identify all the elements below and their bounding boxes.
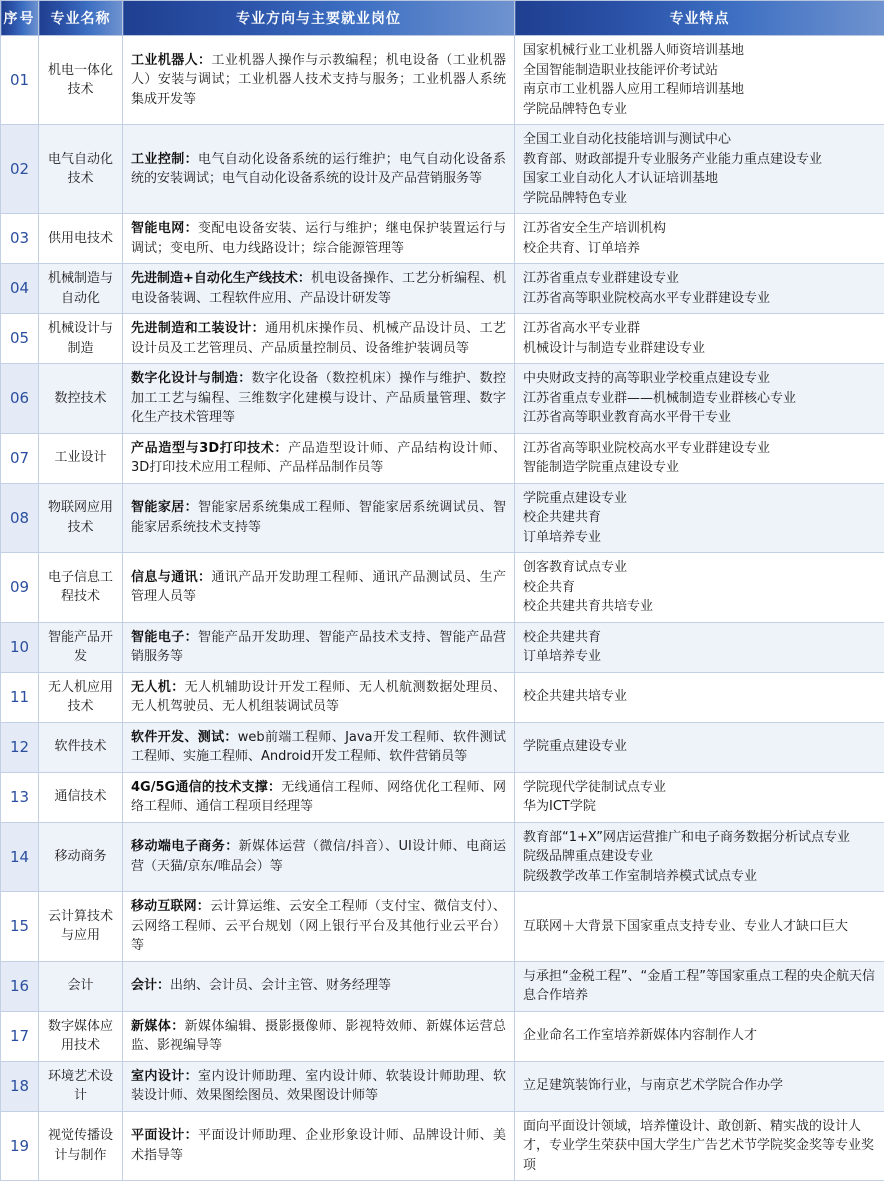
cell-serial-number: 06 xyxy=(1,364,39,434)
feature-line: 全国智能制造职业技能评价考试站 xyxy=(523,61,876,81)
cell-features xyxy=(515,36,884,125)
direction-detail: 出纳、会计员、会计主管、财务经理等 xyxy=(170,978,391,993)
feature-line: 江苏省安全生产培训机构 xyxy=(523,219,876,239)
feature-line: 校企共建共育共培专业 xyxy=(523,597,876,617)
feature-line: 江苏省高水平专业群 xyxy=(523,319,876,339)
table-row xyxy=(1,36,884,125)
table-header-row xyxy=(1,1,884,36)
feature-line: 订单培养专业 xyxy=(523,528,876,548)
table-row xyxy=(1,961,884,1011)
direction-detail: 无线通信工程师、网络优化工程师、网络工程师、通信工程项目经理等 xyxy=(131,780,506,815)
direction-lead: 先进制造+自动化生产线技术： xyxy=(131,271,311,286)
feature-line: 江苏省高等职业院校高水平专业群建设专业 xyxy=(523,289,876,309)
direction-lead: 移动互联网： xyxy=(131,899,210,914)
table-row xyxy=(1,622,884,672)
feature-line: 校企共建共育 xyxy=(523,628,876,648)
direction-detail: 工业机器人操作与示教编程；机电设备（工业机器人）安装与调试；工业机器人技术支持与服务；工业机器人系统集成开发等 xyxy=(131,53,506,107)
cell-features xyxy=(515,214,884,264)
direction-detail: 数字化设备（数控机床）操作与维护、数控加工工艺与编程、三维数字化建模与设计、产品质量管理、数字化生产技术管理等 xyxy=(131,371,506,425)
cell-features xyxy=(515,364,884,434)
feature-line: 学院重点建设专业 xyxy=(523,489,876,509)
cell-direction xyxy=(123,433,515,483)
table-row xyxy=(1,1011,884,1061)
feature-line: 面向平面设计领域，培养懂设计、敢创新、精实战的设计人才，专业学生荣获中国大学生广告艺术节学院奖金奖等专业奖项 xyxy=(523,1117,876,1176)
table-row xyxy=(1,722,884,772)
table-row xyxy=(1,672,884,722)
header-no: 序号 xyxy=(1,1,39,36)
cell-serial-number: 07 xyxy=(1,433,39,483)
cell-features xyxy=(515,822,884,892)
direction-detail: 无人机辅助设计开发工程师、无人机航测数据处理员、无人机驾驶员、无人机组装调试员等 xyxy=(131,680,506,715)
cell-serial-number: 18 xyxy=(1,1061,39,1111)
cell-direction xyxy=(123,36,515,125)
table-row xyxy=(1,892,884,962)
cell-serial-number: 02 xyxy=(1,125,39,214)
feature-line: 创客教育试点专业 xyxy=(523,558,876,578)
cell-features xyxy=(515,961,884,1011)
direction-detail: 机电设备操作、工艺分析编程、机电设备装调、工程软件应用、产品设计研发等 xyxy=(131,271,506,306)
cell-major-name: 机电一体化技术 xyxy=(39,36,123,125)
cell-direction xyxy=(123,483,515,553)
cell-direction xyxy=(123,892,515,962)
direction-detail: web前端工程师、Java开发工程师、软件测试工程师、实施工程师、Android开发工程师、软件营销员等 xyxy=(131,730,506,765)
feature-line: 学院现代学徒制试点专业 xyxy=(523,778,876,798)
direction-detail: 通用机床操作员、机械产品设计员、工艺设计员及工艺管理员、产品质量控制员、设备维护装调员等 xyxy=(131,321,506,356)
cell-features xyxy=(515,1011,884,1061)
feature-line: 中央财政支持的高等职业学校重点建设专业 xyxy=(523,369,876,389)
cell-major-name: 通信技术 xyxy=(39,772,123,822)
feature-line: 国家机械行业工业机器人师资培训基地 xyxy=(523,41,876,61)
direction-lead: 4G/5G通信的技术支撑： xyxy=(131,780,281,795)
cell-features xyxy=(515,722,884,772)
table-row xyxy=(1,314,884,364)
direction-lead: 会计： xyxy=(131,978,170,993)
table-row xyxy=(1,822,884,892)
direction-lead: 工业控制： xyxy=(131,152,198,167)
cell-features xyxy=(515,1111,884,1181)
cell-serial-number: 04 xyxy=(1,264,39,314)
header-direction: 专业方向与主要就业岗位 xyxy=(123,1,515,36)
feature-line: 订单培养专业 xyxy=(523,647,876,667)
feature-line: 学院重点建设专业 xyxy=(523,737,876,757)
cell-direction xyxy=(123,622,515,672)
feature-line: 智能制造学院重点建设专业 xyxy=(523,458,876,478)
feature-line: 校企共育、订单培养 xyxy=(523,239,876,259)
direction-detail: 室内设计师助理、室内设计师、软装设计师助理、软装设计师、效果图绘图员、效果图设计师等 xyxy=(131,1069,506,1104)
feature-line: 教育部、财政部提升专业服务产业能力重点建设专业 xyxy=(523,150,876,170)
feature-line: 学院品牌特色专业 xyxy=(523,100,876,120)
direction-lead: 智能电网： xyxy=(131,221,198,236)
cell-major-name: 物联网应用技术 xyxy=(39,483,123,553)
direction-detail: 变配电设备安装、运行与维护；继电保护装置运行与调试；变电所、电力线路设计；综合能源管理等 xyxy=(131,221,506,256)
direction-lead: 产品造型与3D打印技术： xyxy=(131,441,288,456)
direction-detail: 智能家居系统集成工程师、智能家居系统调试员、智能家居系统技术支持等 xyxy=(131,500,506,535)
direction-detail: 电气自动化设备系统的运行维护；电气自动化设备系统的安装调试；电气自动化设备系统的设计及产品营销服务等 xyxy=(131,152,506,187)
direction-detail: 平面设计师助理、企业形象设计师、品牌设计师、美术指导等 xyxy=(131,1128,506,1163)
cell-serial-number: 13 xyxy=(1,772,39,822)
cell-serial-number: 17 xyxy=(1,1011,39,1061)
cell-serial-number: 12 xyxy=(1,722,39,772)
feature-line: 华为ICT学院 xyxy=(523,797,876,817)
feature-line: 江苏省高等职业院校高水平专业群建设专业 xyxy=(523,439,876,459)
cell-major-name: 机械设计与制造 xyxy=(39,314,123,364)
cell-major-name: 工业设计 xyxy=(39,433,123,483)
cell-major-name: 视觉传播设计与制作 xyxy=(39,1111,123,1181)
cell-serial-number: 14 xyxy=(1,822,39,892)
cell-major-name: 智能产品开发 xyxy=(39,622,123,672)
feature-line: 学院品牌特色专业 xyxy=(523,189,876,209)
cell-features xyxy=(515,314,884,364)
cell-direction xyxy=(123,364,515,434)
cell-features xyxy=(515,1061,884,1111)
feature-line: 校企共育 xyxy=(523,578,876,598)
cell-serial-number: 08 xyxy=(1,483,39,553)
cell-direction xyxy=(123,553,515,623)
feature-line: 互联网＋大背景下国家重点支持专业、专业人才缺口巨大 xyxy=(523,917,876,937)
cell-major-name: 供用电技术 xyxy=(39,214,123,264)
cell-features xyxy=(515,483,884,553)
feature-line: 江苏省重点专业群——机械制造专业群核心专业 xyxy=(523,389,876,409)
feature-line: 机械设计与制造专业群建设专业 xyxy=(523,339,876,359)
table-row xyxy=(1,264,884,314)
feature-line: 立足建筑装饰行业，与南京艺术学院合作办学 xyxy=(523,1076,876,1096)
direction-lead: 新媒体： xyxy=(131,1019,185,1034)
cell-features xyxy=(515,553,884,623)
cell-major-name: 机械制造与自动化 xyxy=(39,264,123,314)
feature-line: 与承担“金税工程”、“金盾工程”等国家重点工程的央企航天信息合作培养 xyxy=(523,967,876,1006)
direction-lead: 信息与通讯： xyxy=(131,570,211,585)
feature-line: 院级教学改革工作室制培养模式试点专业 xyxy=(523,867,876,887)
cell-major-name: 软件技术 xyxy=(39,722,123,772)
direction-lead: 软件开发、测试： xyxy=(131,730,238,745)
feature-line: 江苏省重点专业群建设专业 xyxy=(523,269,876,289)
cell-serial-number: 16 xyxy=(1,961,39,1011)
cell-serial-number: 05 xyxy=(1,314,39,364)
cell-features xyxy=(515,125,884,214)
cell-features xyxy=(515,672,884,722)
cell-major-name: 会计 xyxy=(39,961,123,1011)
cell-direction xyxy=(123,1011,515,1061)
table-row xyxy=(1,433,884,483)
direction-detail: 新媒体编辑、摄影摄像师、影视特效师、新媒体运营总监、影视编导等 xyxy=(131,1019,506,1054)
cell-serial-number: 01 xyxy=(1,36,39,125)
cell-serial-number: 19 xyxy=(1,1111,39,1181)
direction-lead: 移动端电子商务： xyxy=(131,839,239,854)
direction-lead: 工业机器人： xyxy=(131,53,211,68)
cell-major-name: 数控技术 xyxy=(39,364,123,434)
direction-lead: 数字化设计与制造： xyxy=(131,371,252,386)
direction-detail: 智能产品开发助理、智能产品技术支持、智能产品营销服务等 xyxy=(131,630,506,665)
table-row xyxy=(1,553,884,623)
cell-direction xyxy=(123,961,515,1011)
cell-major-name: 环境艺术设计 xyxy=(39,1061,123,1111)
cell-serial-number: 09 xyxy=(1,553,39,623)
direction-detail: 通讯产品开发助理工程师、通讯产品测试员、生产管理人员等 xyxy=(131,570,506,605)
cell-direction xyxy=(123,125,515,214)
cell-features xyxy=(515,433,884,483)
cell-serial-number: 10 xyxy=(1,622,39,672)
table-row xyxy=(1,364,884,434)
majors-table-body xyxy=(1,36,884,1181)
cell-direction xyxy=(123,1061,515,1111)
cell-direction xyxy=(123,772,515,822)
cell-serial-number: 15 xyxy=(1,892,39,962)
cell-major-name: 移动商务 xyxy=(39,822,123,892)
feature-line: 院级品牌重点建设专业 xyxy=(523,847,876,867)
table-row xyxy=(1,1061,884,1111)
table-row xyxy=(1,1111,884,1181)
cell-direction xyxy=(123,822,515,892)
feature-line: 校企共建共育 xyxy=(523,508,876,528)
table-row xyxy=(1,214,884,264)
header-features: 专业特点 xyxy=(515,1,884,36)
table-row xyxy=(1,772,884,822)
cell-direction xyxy=(123,1111,515,1181)
direction-detail: 新媒体运营（微信/抖音）、UI设计师、电商运营（天猫/京东/唯品会）等 xyxy=(131,839,506,874)
direction-lead: 先进制造和工装设计： xyxy=(131,321,265,336)
cell-direction xyxy=(123,722,515,772)
cell-features xyxy=(515,264,884,314)
cell-major-name: 云计算技术与应用 xyxy=(39,892,123,962)
cell-direction xyxy=(123,214,515,264)
cell-features xyxy=(515,772,884,822)
cell-serial-number: 11 xyxy=(1,672,39,722)
cell-major-name: 无人机应用技术 xyxy=(39,672,123,722)
feature-line: 国家工业自动化人才认证培训基地 xyxy=(523,169,876,189)
cell-major-name: 电子信息工程技术 xyxy=(39,553,123,623)
cell-features xyxy=(515,622,884,672)
table-row xyxy=(1,125,884,214)
cell-major-name: 电气自动化技术 xyxy=(39,125,123,214)
feature-line: 企业命名工作室培养新媒体内容制作人才 xyxy=(523,1026,876,1046)
direction-lead: 平面设计： xyxy=(131,1128,198,1143)
cell-major-name: 数字媒体应用技术 xyxy=(39,1011,123,1061)
feature-line: 教育部“1+X”网店运营推广和电子商务数据分析试点专业 xyxy=(523,828,876,848)
feature-line: 南京市工业机器人应用工程师培训基地 xyxy=(523,80,876,100)
table-row xyxy=(1,483,884,553)
direction-detail: 产品造型设计师、产品结构设计师、3D打印技术应用工程师、产品样品制作员等 xyxy=(131,441,506,476)
feature-line: 江苏省高等职业教育高水平骨干专业 xyxy=(523,408,876,428)
header-name: 专业名称 xyxy=(39,1,123,36)
cell-serial-number: 03 xyxy=(1,214,39,264)
cell-direction xyxy=(123,314,515,364)
direction-lead: 智能电子： xyxy=(131,630,198,645)
cell-features xyxy=(515,892,884,962)
cell-direction xyxy=(123,672,515,722)
direction-detail: 云计算运维、云安全工程师（支付宝、微信支付）、云网络工程师、云平台规划（网上银行平台及其他行业云平台）等 xyxy=(131,899,506,953)
feature-line: 校企共建共培专业 xyxy=(523,687,876,707)
feature-line: 全国工业自动化技能培训与测试中心 xyxy=(523,130,876,150)
direction-lead: 无人机： xyxy=(131,680,185,695)
direction-lead: 智能家居： xyxy=(131,500,198,515)
direction-lead: 室内设计： xyxy=(131,1069,198,1084)
cell-direction xyxy=(123,264,515,314)
